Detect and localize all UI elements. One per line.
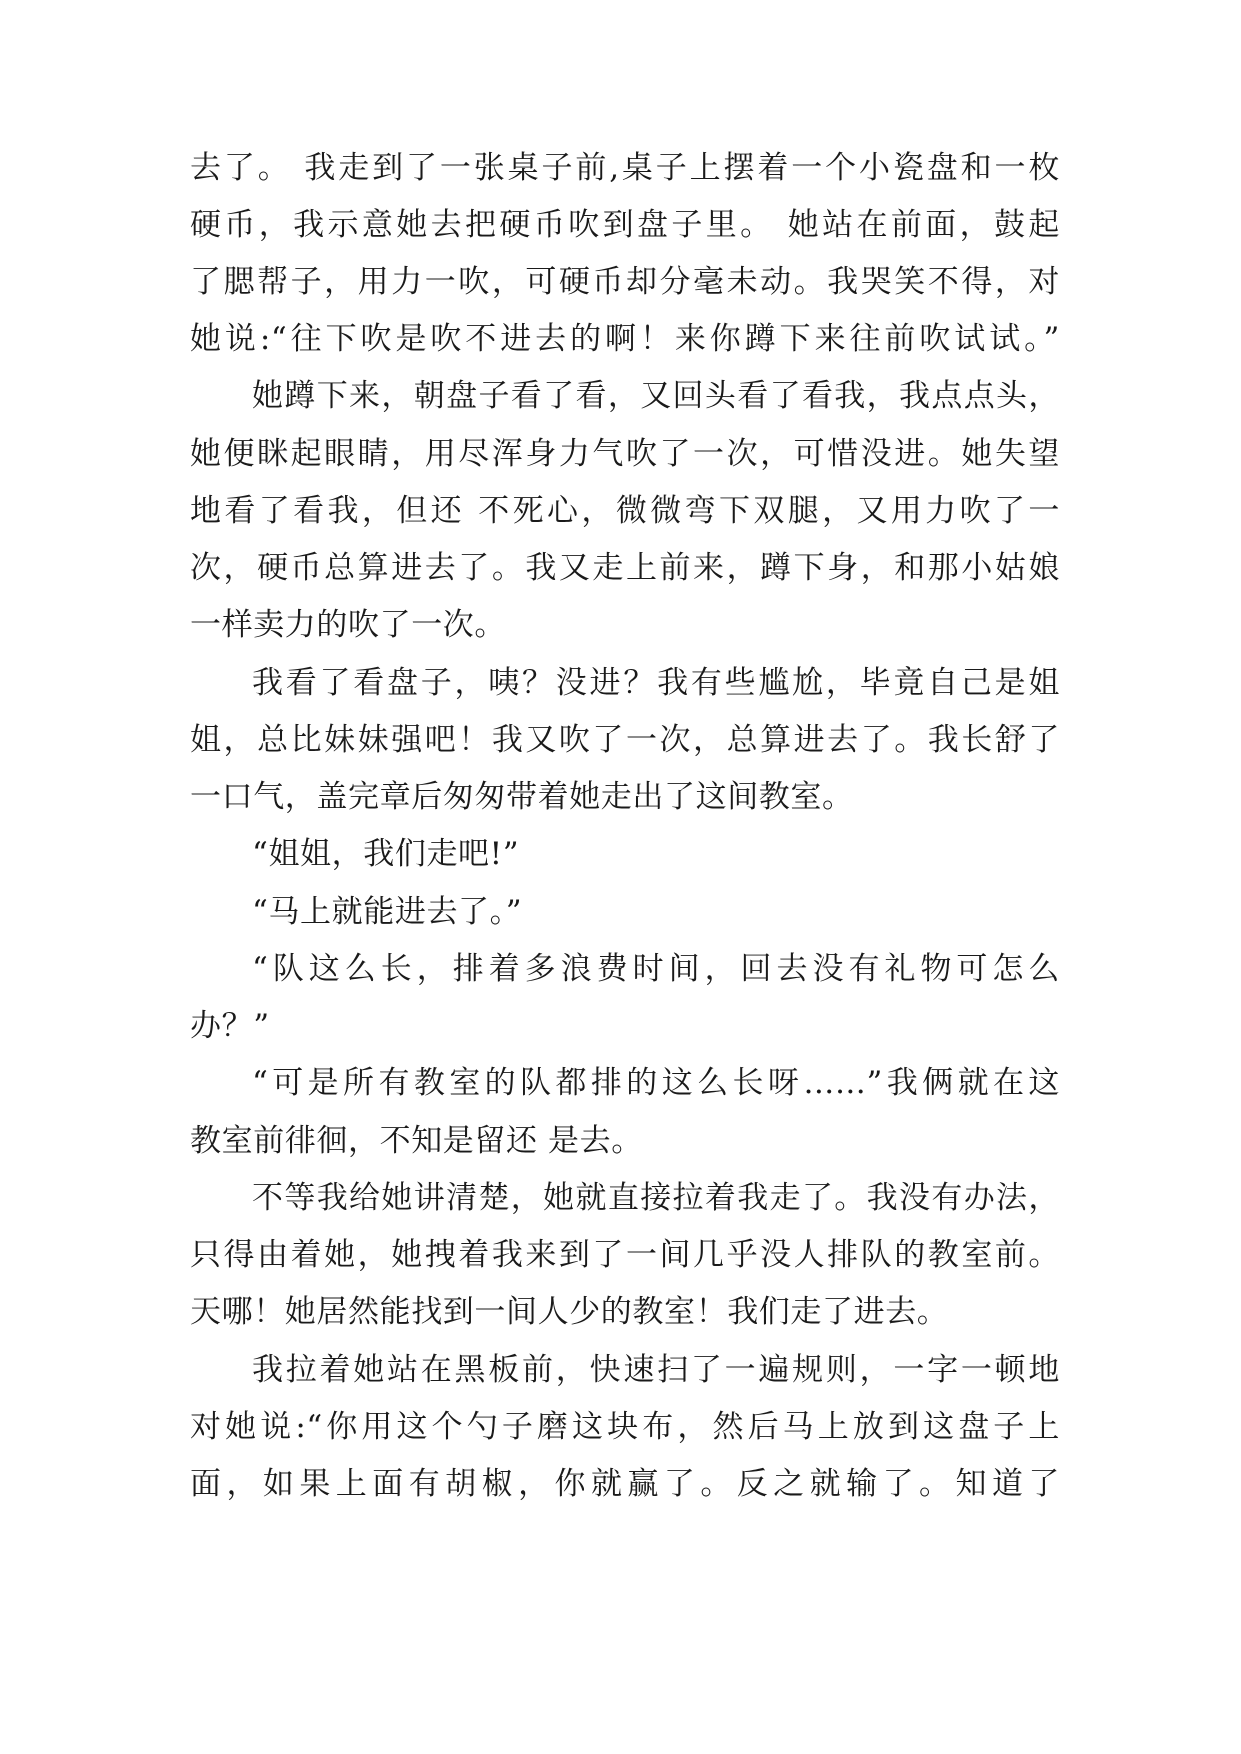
text-line: 天哪！她居然能找到一间人少的教室！我们走了进去。 xyxy=(190,1294,949,1330)
dialogue-line: “可是所有教室的队都排的这么长呀……”我俩就在这 xyxy=(252,1065,1060,1101)
dialogue-line: “队这么长，排着多浪费时间，回去没有礼物可怎么 xyxy=(252,951,1060,987)
text-line: 地看了看我，但还 不死心，微微弯下双腿，又用力吹了一 xyxy=(190,493,1060,529)
text-line: 面，如果上面有胡椒，你就赢了。反之就输了。知道了 xyxy=(190,1466,1060,1502)
text-line: 教室前徘徊，不知是留还 是去。 xyxy=(190,1123,643,1159)
paragraph-first-line: 我拉着她站在黑板前，快速扫了一遍规则，一字一顿地 xyxy=(252,1352,1060,1388)
text-line: 办？” xyxy=(190,1008,270,1044)
text-line: 对她说:“你用这个勺子磨这块布，然后马上放到这盘子上 xyxy=(190,1409,1060,1445)
text-line: 她便眯起眼睛，用尽浑身力气吹了一次，可惜没进。她失望 xyxy=(190,436,1060,472)
text-line: 只得由着她，她拽着我来到了一间几乎没人排队的教室前。 xyxy=(190,1237,1060,1273)
text-line: 一口气，盖完章后匆匆带着她走出了这间教室。 xyxy=(190,779,854,815)
paragraph-first-line: 我看了看盘子，咦？没进？我有些尴尬，毕竟自己是姐 xyxy=(252,665,1060,701)
text-line: 她说:“往下吹是吹不进去的啊！来你蹲下来往前吹试试。” xyxy=(190,321,1060,357)
dialogue-line: “马上就能进去了。” xyxy=(252,894,523,930)
text-line: 一样卖力的吹了一次。 xyxy=(190,607,506,643)
text-line: 次，硬币总算进去了。我又走上前来，蹲下身，和那小姑娘 xyxy=(190,550,1060,586)
dialogue-line: “姐姐，我们走吧!” xyxy=(252,836,520,872)
text-line: 姐，总比妹妹强吧！我又吹了一次，总算进去了。我长舒了 xyxy=(190,722,1060,758)
text-line: 硬币，我示意她去把硬币吹到盘子里。 她站在前面，鼓起 xyxy=(190,207,1060,243)
paragraph-first-line: 她蹲下来，朝盘子看了看，又回头看了看我，我点点头， xyxy=(252,378,1060,414)
paragraph-first-line: 不等我给她讲清楚，她就直接拉着我走了。我没有办法， xyxy=(252,1180,1060,1216)
text-line: 去了。 我走到了一张桌子前,桌子上摆着一个小瓷盘和一枚 xyxy=(190,150,1060,186)
text-line: 了腮帮子，用力一吹，可硬币却分毫未动。我哭笑不得，对 xyxy=(190,264,1060,300)
